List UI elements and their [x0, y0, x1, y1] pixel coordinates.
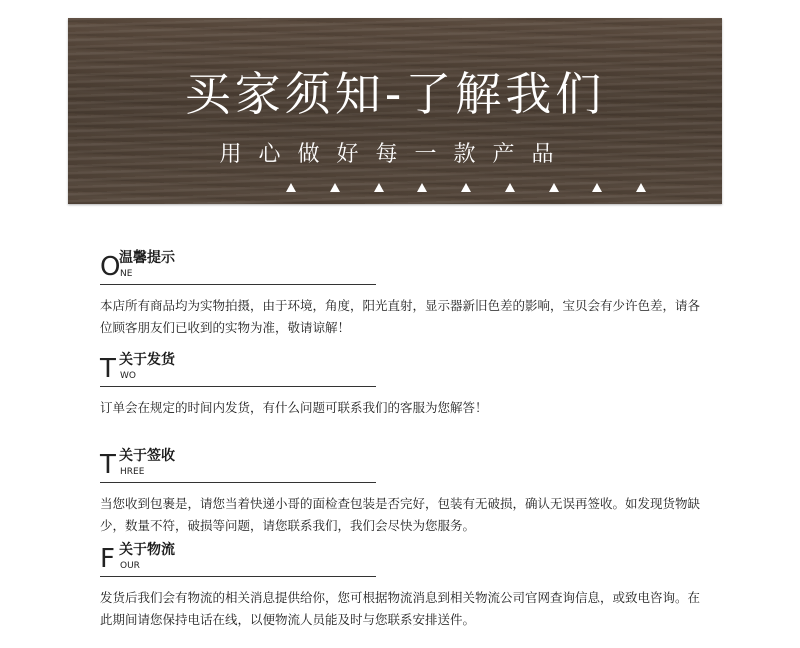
section-text: 发货后我们会有物流的相关消息提供给你，您可根据物流消息到相关物流公司官网查询信息，或致电咨询。在此期间请您保持电话在线，以便物流人员能及时与您联系安排送件。	[100, 590, 701, 627]
section-number-word: WO	[120, 371, 136, 381]
section-title: 关于发货	[119, 352, 175, 368]
section-initial: O	[100, 252, 121, 282]
section-initial: T	[100, 354, 116, 384]
triangle-icon	[549, 183, 559, 192]
triangle-decoration	[286, 183, 646, 195]
triangle-icon	[461, 183, 471, 192]
triangle-icon	[286, 183, 296, 192]
header-banner	[68, 18, 722, 204]
section-text: 当您收到包裹是，请您当着快递小哥的面检查包装是否完好，包装有无破损，确认无误再签收。如发现货物缺少，数量不符，破损等问题，请您联系我们，我们会尽快为您服务。	[100, 496, 701, 533]
section-heading	[100, 352, 376, 387]
triangle-icon	[505, 183, 515, 192]
section-number-word: HREE	[120, 467, 145, 477]
section-title: 关于物流	[119, 542, 175, 558]
section-logistics	[100, 542, 700, 631]
section-number-word: NE	[120, 269, 133, 279]
section-text: 订单会在规定的时间内发货，有什么问题可联系我们的客服为您解答！	[100, 400, 488, 415]
section-notice	[100, 250, 700, 339]
triangle-icon	[374, 183, 384, 192]
triangle-icon	[636, 183, 646, 192]
section-text: 本店所有商品均为实物拍摄，由于环境，角度，阳光直射，显示器新旧色差的影响，宝贝会有少许色差，请各位顾客朋友们已收到的实物为准，敬请谅解！	[100, 298, 701, 335]
section-title: 关于签收	[119, 448, 175, 464]
section-heading	[100, 250, 376, 285]
section-shipping	[100, 352, 700, 419]
triangle-icon	[330, 183, 340, 192]
section-title: 温馨提示	[119, 250, 175, 266]
section-receipt	[100, 448, 700, 537]
triangle-icon	[417, 183, 427, 192]
section-initial: F	[100, 544, 115, 574]
section-number-word: OUR	[120, 561, 140, 571]
section-heading	[100, 448, 376, 483]
banner-subtitle: 用心做好每一款产品	[219, 142, 571, 167]
section-initial: T	[100, 450, 116, 480]
triangle-icon	[592, 183, 602, 192]
banner-title: 买家须知-了解我们	[184, 67, 606, 121]
section-heading	[100, 542, 376, 577]
